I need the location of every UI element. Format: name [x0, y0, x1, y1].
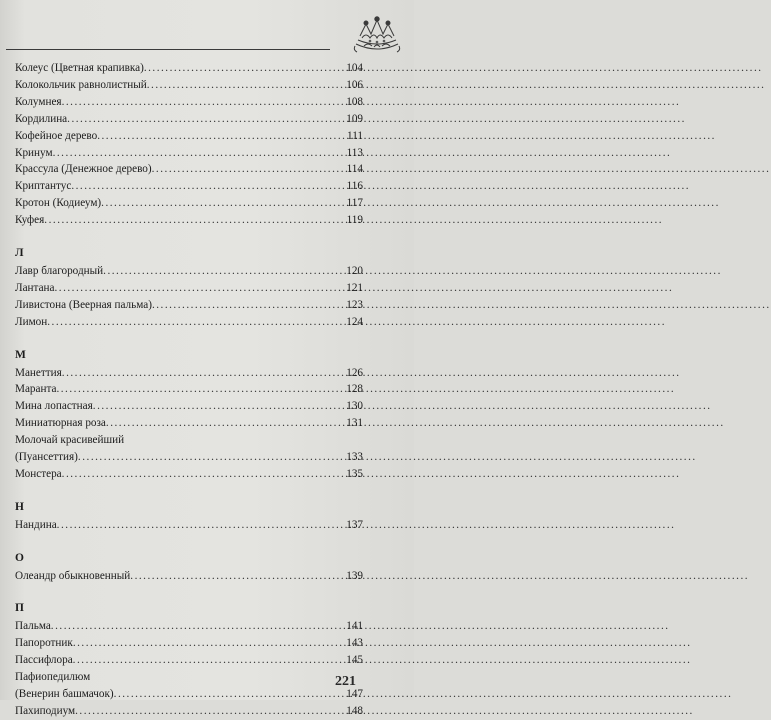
toc-entry[interactable]: Крассула (Денежное дерево) ..... 114	[15, 161, 363, 178]
toc-entry[interactable]: Нандина ..... 137	[15, 517, 363, 534]
toc-entry[interactable]: Лимон ..... 124	[15, 314, 363, 331]
toc-entry[interactable]: Пальма ..... 141	[15, 618, 363, 635]
toc-entry[interactable]: Кофейное дерево ..... 111	[15, 128, 363, 145]
section-letter-n: Н	[15, 500, 24, 513]
toc-entry[interactable]: Маранта ..... 128	[15, 381, 363, 398]
toc-entry[interactable]: Лавр благородный ..... 120	[15, 263, 363, 280]
toc-entry[interactable]: Манеттия ..... 126	[15, 365, 363, 382]
table-of-contents	[15, 60, 363, 720]
floral-crown-ornament-icon	[352, 14, 402, 60]
toc-entry[interactable]: Кордилина ..... 109	[15, 111, 363, 128]
toc-entry[interactable]: Колеус (Цветная крапивка) ..... 104	[15, 60, 363, 77]
toc-entry[interactable]: Пахиподиум ..... 148	[15, 703, 363, 720]
toc-entry[interactable]: Папоротник ..... 143	[15, 635, 363, 652]
section-letter-m: М	[15, 348, 26, 361]
page-number: 221	[335, 674, 356, 689]
toc-entry[interactable]: Лантана ..... 121	[15, 280, 363, 297]
toc-entry-first-line: Пафиопедилюм	[15, 671, 91, 684]
toc-entry[interactable]: Олеандр обыкновенный ..... 139	[15, 568, 363, 585]
toc-entry[interactable]: (Пуансеттия) ..... 133	[15, 449, 363, 466]
toc-entry[interactable]: Колокольчик равнолистный ..... 106	[15, 77, 363, 94]
toc-entry[interactable]: Монстера ..... 135	[15, 466, 363, 483]
toc-entry[interactable]: Кротон (Кодиеум) ..... 117	[15, 195, 363, 212]
toc-entry[interactable]: Куфея ..... 119	[15, 212, 363, 229]
toc-entry[interactable]: Кринум ..... 113	[15, 145, 363, 162]
toc-entry[interactable]: Мина лопастная ..... 130	[15, 398, 363, 415]
toc-entry[interactable]: Криптантус ..... 116	[15, 178, 363, 195]
toc-entry[interactable]: Ливистона (Веерная пальма) ..... 123	[15, 297, 363, 314]
toc-entry[interactable]: Пассифлора ..... 145	[15, 652, 363, 669]
toc-entry[interactable]: Колумнея ..... 108	[15, 94, 363, 111]
section-letter-p: П	[15, 602, 24, 615]
toc-entry[interactable]: (Венерин башмачок) ..... 147	[15, 686, 363, 703]
section-letter-l: Л	[15, 247, 24, 260]
toc-entry[interactable]: Миниатюрная роза ..... 131	[15, 415, 363, 432]
section-letter-o: О	[15, 551, 24, 564]
toc-entry-first-line: Молочай красивейший	[15, 434, 125, 447]
header-rule	[6, 49, 330, 50]
